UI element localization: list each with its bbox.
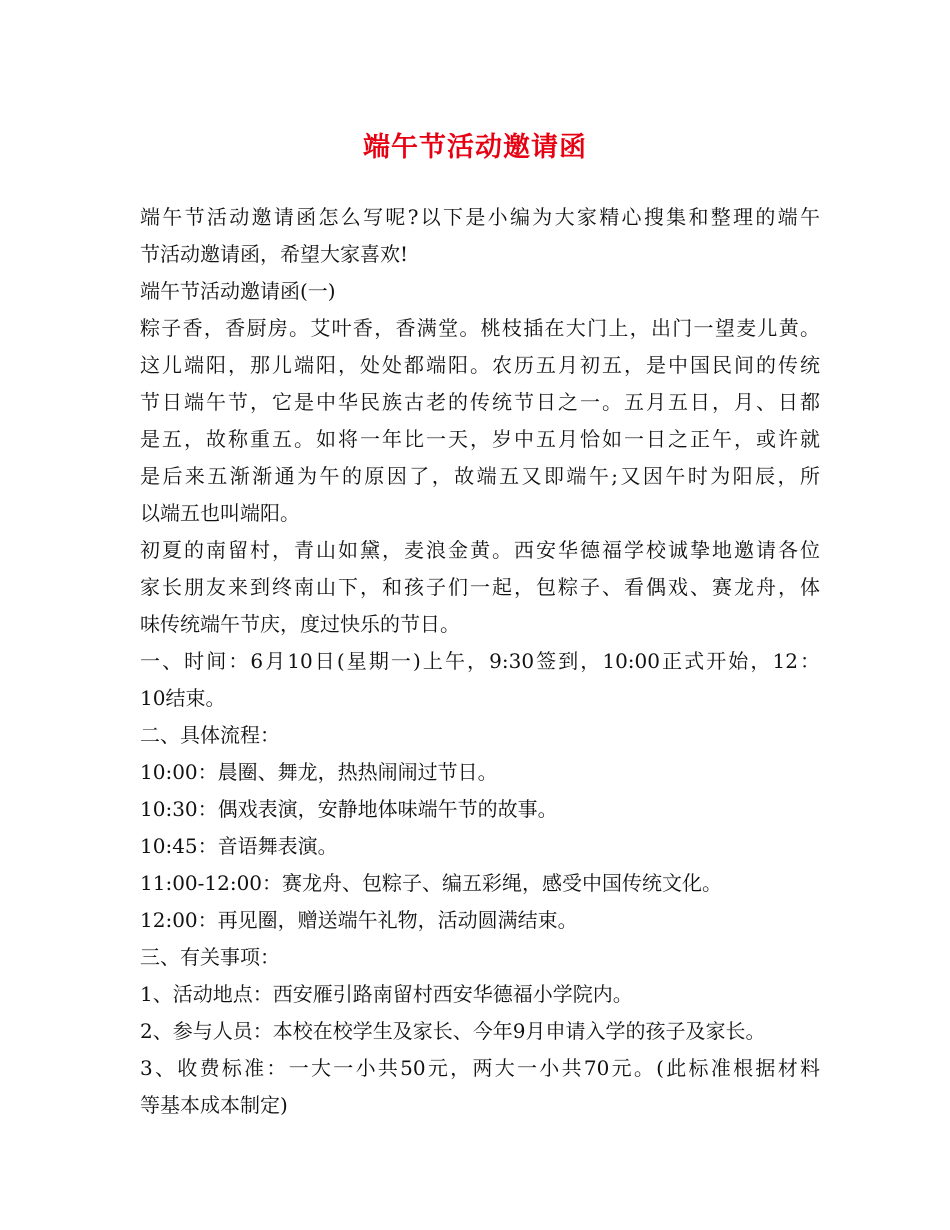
paragraph-line: 是五，故称重五。如将一年比一天，岁中五月恰如一日之正午，或许就 (140, 427, 820, 451)
section-heading: 端午节活动邀请函(一) (140, 279, 336, 303)
paragraph-line: 节活动邀请函，希望大家喜欢! (140, 242, 409, 266)
paragraph-line: 初夏的南留村，青山如黛，麦浪金黄。西安华德福学校诚挚地邀请各位 (140, 538, 820, 562)
notice-item: 2、参与人员：本校在校学生及家长、今年9月申请入学的孩子及家长。 (140, 1019, 766, 1043)
schedule-item: 12:00：再见圈，赠送端午礼物，活动圆满结束。 (140, 908, 578, 932)
document-title: 端午节活动邀请函 (363, 132, 587, 163)
paragraph-line: 这儿端阳，那儿端阳，处处都端阳。农历五月初五，是中国民间的传统 (140, 353, 820, 377)
section-heading: 二、具体流程： (140, 723, 280, 747)
paragraph-line: 粽子香，香厨房。艾叶香，香满堂。桃枝插在大门上，出门一望麦儿黄。 (140, 316, 820, 340)
paragraph-line: 以端五也叫端阳。 (140, 501, 300, 525)
time-line: 10结束。 (140, 686, 226, 710)
schedule-item: 11:00-12:00：赛龙舟、包粽子、编五彩绳，感受中国传统文化。 (140, 871, 723, 895)
notice-item: 1、活动地点：西安雁引路南留村西安华德福小学院内。 (140, 982, 633, 1006)
paragraph-line: 端午节活动邀请函怎么写呢?以下是小编为大家精心搜集和整理的端午 (140, 205, 820, 229)
document-body (140, 199, 820, 1124)
paragraph-line: 是后来五渐渐通为午的原因了，故端五又即端午;又因午时为阳辰，所 (140, 464, 820, 488)
paragraph-line: 家长朋友来到终南山下，和孩子们一起，包粽子、看偶戏、赛龙舟，体 (140, 575, 820, 599)
schedule-item: 10:45：音语舞表演。 (140, 834, 338, 858)
notice-item: 3、收费标准：一大一小共50元，两大一小共70元。(此标准根据材料 (140, 1056, 820, 1080)
paragraph-line: 节日端午节，它是中华民族古老的传统节日之一。五月五日，月、日都 (140, 390, 820, 414)
schedule-item: 10:30：偶戏表演，安静地体味端午节的故事。 (140, 797, 558, 821)
section-heading: 三、有关事项： (140, 945, 280, 969)
schedule-item: 10:00：晨圈、舞龙，热热闹闹过节日。 (140, 760, 498, 784)
time-line: 一、时间：6月10日(星期一)上午，9:30签到，10:00正式开始，12： (140, 649, 820, 673)
paragraph-line: 味传统端午节庆，度过快乐的节日。 (140, 612, 460, 636)
notice-item: 等基本成本制定) (140, 1093, 288, 1117)
